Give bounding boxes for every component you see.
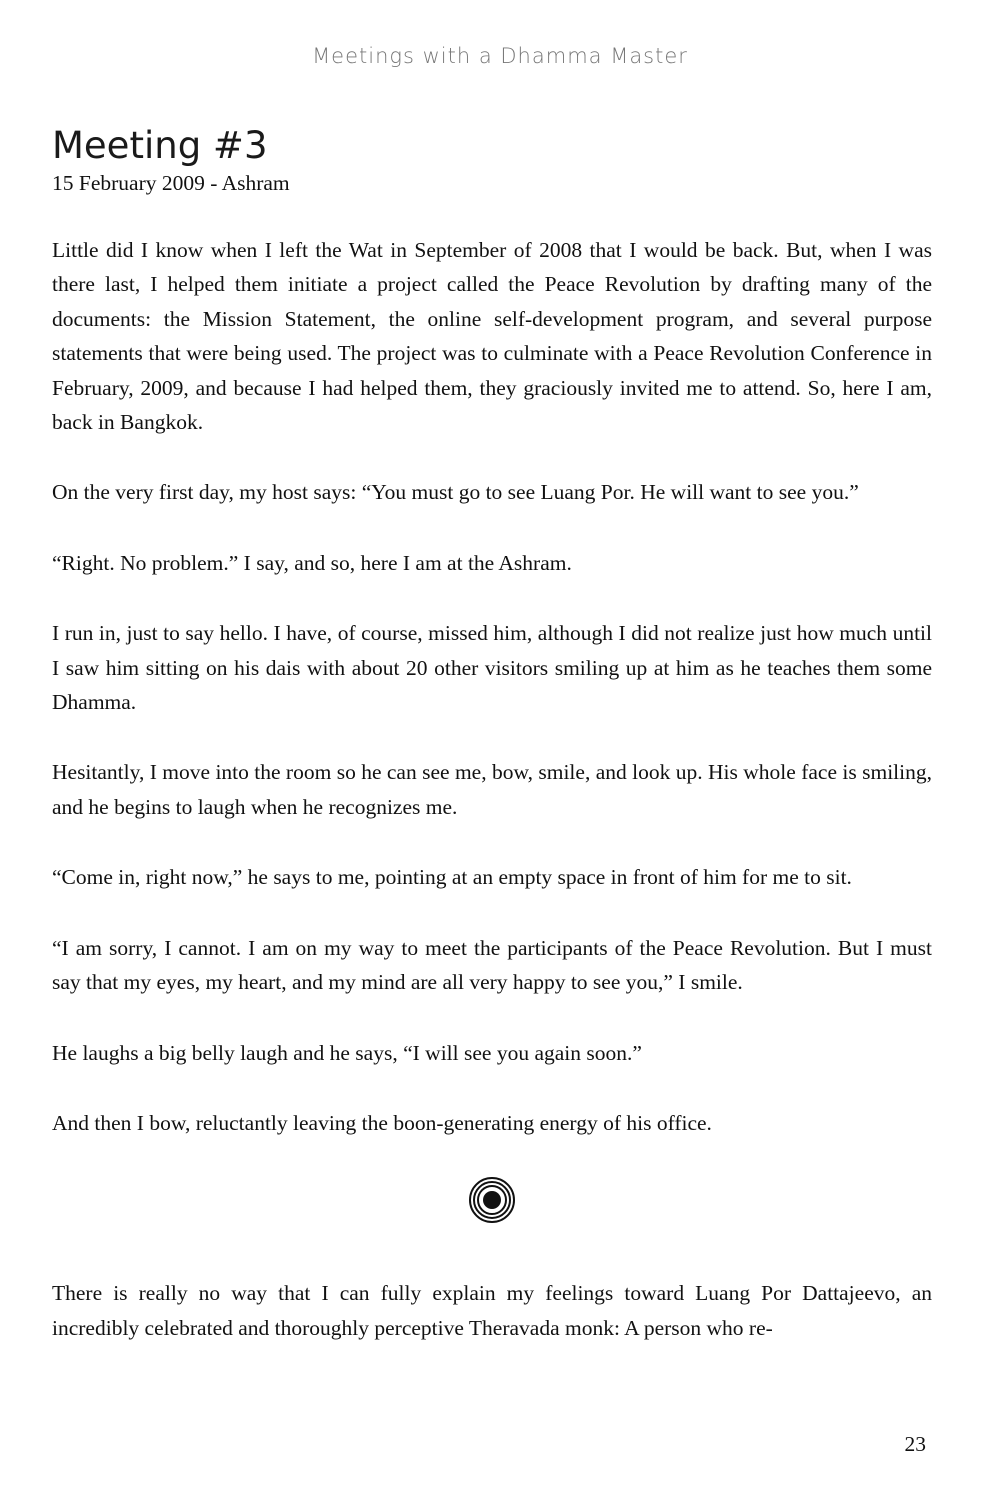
paragraph: Hesitantly, I move into the room so he can see me, bow, smile, and look up. His whole face is smiling, and he begins to laugh when he recognizes me.	[52, 760, 932, 819]
page-number: 23	[904, 1432, 926, 1456]
chapter-title: Meeting #3	[52, 124, 268, 167]
paragraph: Little did I know when I left the Wat in September of 2008 that I would be back. But, when I was there last, I helped them initiate a project called the Peace Revolution by drafting many of the documents: the Mission Statement, the online self-development program, and several purpose statements that were being used. The project was to culminate with a Peace Revolution Conference in February, 2009, and because I had helped them, they graciously invited me to attend. So, here I am, back in Bangkok.	[52, 238, 932, 435]
concentric-circles-icon	[468, 1176, 516, 1224]
paragraph: “Right. No problem.” I say, and so, here I am at the Ashram.	[52, 550, 572, 575]
paragraph: On the very first day, my host says: “You must go to see Luang Por. He will want to see you.”	[52, 480, 859, 505]
paragraph: He laughs a big belly laugh and he says, “I will see you again soon.”	[52, 1040, 642, 1065]
meeting-date-location: 15 February 2009 - Ashram	[52, 171, 290, 195]
body-text	[52, 233, 932, 1345]
paragraph: There is really no way that I can fully explain my feelings toward Luang Por Dattajeevo, an incredibly celebrated and thoroughly perceptive Theravada monk: A person who re-	[52, 1281, 932, 1340]
section-separator	[52, 1176, 932, 1224]
paragraph: I run in, just to say hello. I have, of course, missed him, although I did not realize just how much until I saw him sitting on his dais with about 20 other visitors smiling up at him as he teaches them some Dhamma.	[52, 621, 932, 715]
paragraph: And then I bow, reluctantly leaving the boon-generating energy of his office.	[52, 1110, 712, 1135]
paragraph: “I am sorry, I cannot. I am on my way to meet the participants of the Peace Revolution. But I must say that my eyes, my heart, and my mind are all very happy to see you,” I smile.	[52, 935, 932, 995]
running-header: Meetings with a Dhamma Master	[312, 44, 688, 68]
paragraph: “Come in, right now,” he says to me, pointing at an empty space in front of him for me to sit.	[52, 865, 852, 890]
